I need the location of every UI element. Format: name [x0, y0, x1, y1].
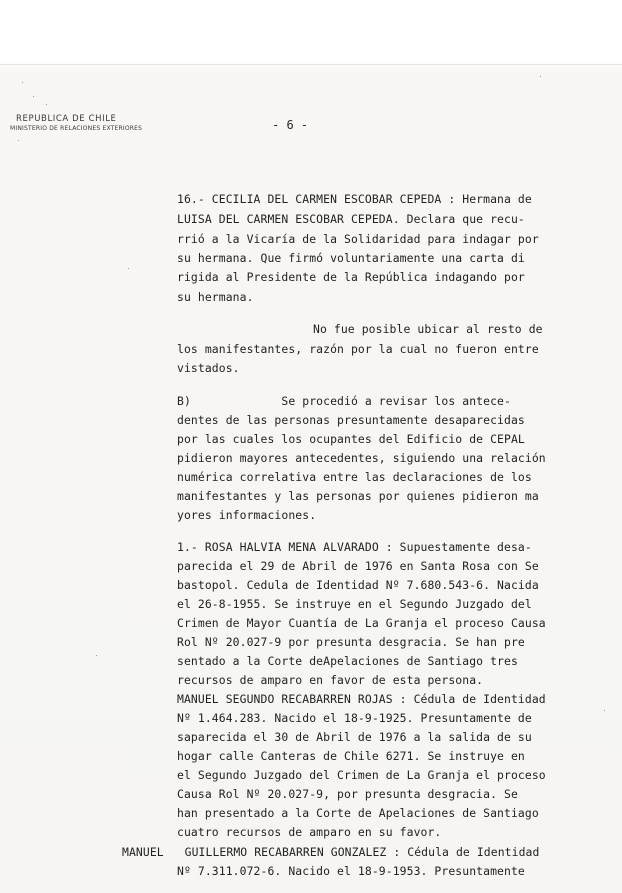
text-line: han presentado a la Corte de Apelaciones de Santiago — [177, 806, 539, 820]
text-line: 1.- ROSA HALVIA MENA ALVARADO : Supuestamente desa- — [177, 540, 532, 554]
text-line: vistados. — [177, 361, 240, 375]
text-line: bastopol. Cedula de Identidad Nº 7.680.543-6. Nacida — [177, 578, 539, 592]
text-line: Nº 7.311.072-6. Nacido el 18-9-1953. Presuntamente — [177, 864, 525, 878]
text-line: por las cuales los ocupantes del Edificio de CEPAL — [177, 432, 525, 446]
scan-speck — [604, 710, 605, 711]
text-line: hogar calle Canteras de Chile 6271. Se instruye en — [177, 749, 525, 763]
text-line: B) Se procedió a revisar los antece- — [177, 394, 511, 408]
text-line: los manifestantes, razón por la cual no fueron entre — [177, 342, 539, 356]
scan-speck — [128, 268, 129, 269]
text-line: numérica correlativa entre las declaraciones de los — [177, 470, 532, 484]
text-line: Crimen de Mayor Cuantía de La Granja el proceso Causa — [177, 616, 546, 630]
text-line: cuatro recursos de amparo en su favor. — [177, 825, 442, 839]
text-line: rrió a la Vicaría de la Solidaridad para indagar por — [177, 232, 539, 246]
scan-speck — [18, 140, 19, 141]
text-line: el Segundo Juzgado del Crimen de La Granja el proceso — [177, 768, 546, 782]
text-line: sentado a la Corte deApelaciones de Santiago tres — [177, 654, 518, 668]
text-line: Rol Nº 20.027-9 por presunta desgracia. Se han pre — [177, 635, 525, 649]
text-line: rigida al Presidente de la República indagando por — [177, 270, 525, 284]
page-top-edge — [0, 64, 622, 65]
text-line: recursos de amparo en favor de esta persona. — [177, 673, 484, 687]
text-line: el 26-8-1955. Se instruye en el Segundo Juzgado del — [177, 597, 532, 611]
text-line: su hermana. — [177, 290, 254, 304]
text-line: manifestantes y las personas por quienes pidieron ma — [177, 489, 539, 503]
text-line: su hermana. Que firmó voluntariamente una carta di — [177, 251, 525, 265]
text-line: LUISA DEL CARMEN ESCOBAR CEPEDA. Declara que recu- — [177, 212, 525, 226]
text-line: 16.- CECILIA DEL CARMEN ESCOBAR CEPEDA : Hermana de — [177, 192, 532, 206]
letterhead-ministry: MINISTERIO DE RELACIONES EXTERIORES — [10, 125, 143, 132]
text-line: MANUEL GUILLERMO RECABARREN GONZALEZ : Cédula de Identidad — [122, 845, 540, 859]
text-line: saparecida el 30 de Abril de 1976 a la salida de su — [177, 730, 532, 744]
scan-speck — [540, 76, 541, 77]
scan-speck — [96, 655, 97, 656]
scan-speck — [33, 96, 34, 97]
scan-speck — [46, 104, 47, 105]
text-line: No fue posible ubicar al resto de — [313, 322, 543, 336]
letterhead-country: REPUBLICA DE CHILE — [16, 114, 117, 124]
page-number: - 6 - — [272, 118, 309, 132]
text-line: pidieron mayores antecedentes, siguiendo una relación — [177, 451, 546, 465]
text-line: Nº 1.464.283. Nacido el 18-9-1925. Presuntamente de — [177, 711, 532, 725]
text-line: Causa Rol Nº 20.027-9, por presunta desgracia. Se — [177, 787, 518, 801]
scan-speck — [22, 82, 23, 83]
text-line: dentes de las personas presuntamente desaparecidas — [177, 413, 525, 427]
text-line: yores informaciones. — [177, 508, 317, 522]
text-line: parecida el 29 de Abril de 1976 en Santa Rosa con Se — [177, 559, 539, 573]
letterhead — [10, 114, 142, 132]
text-line: MANUEL SEGUNDO RECABARREN ROJAS : Cédula de Identidad — [177, 692, 546, 706]
